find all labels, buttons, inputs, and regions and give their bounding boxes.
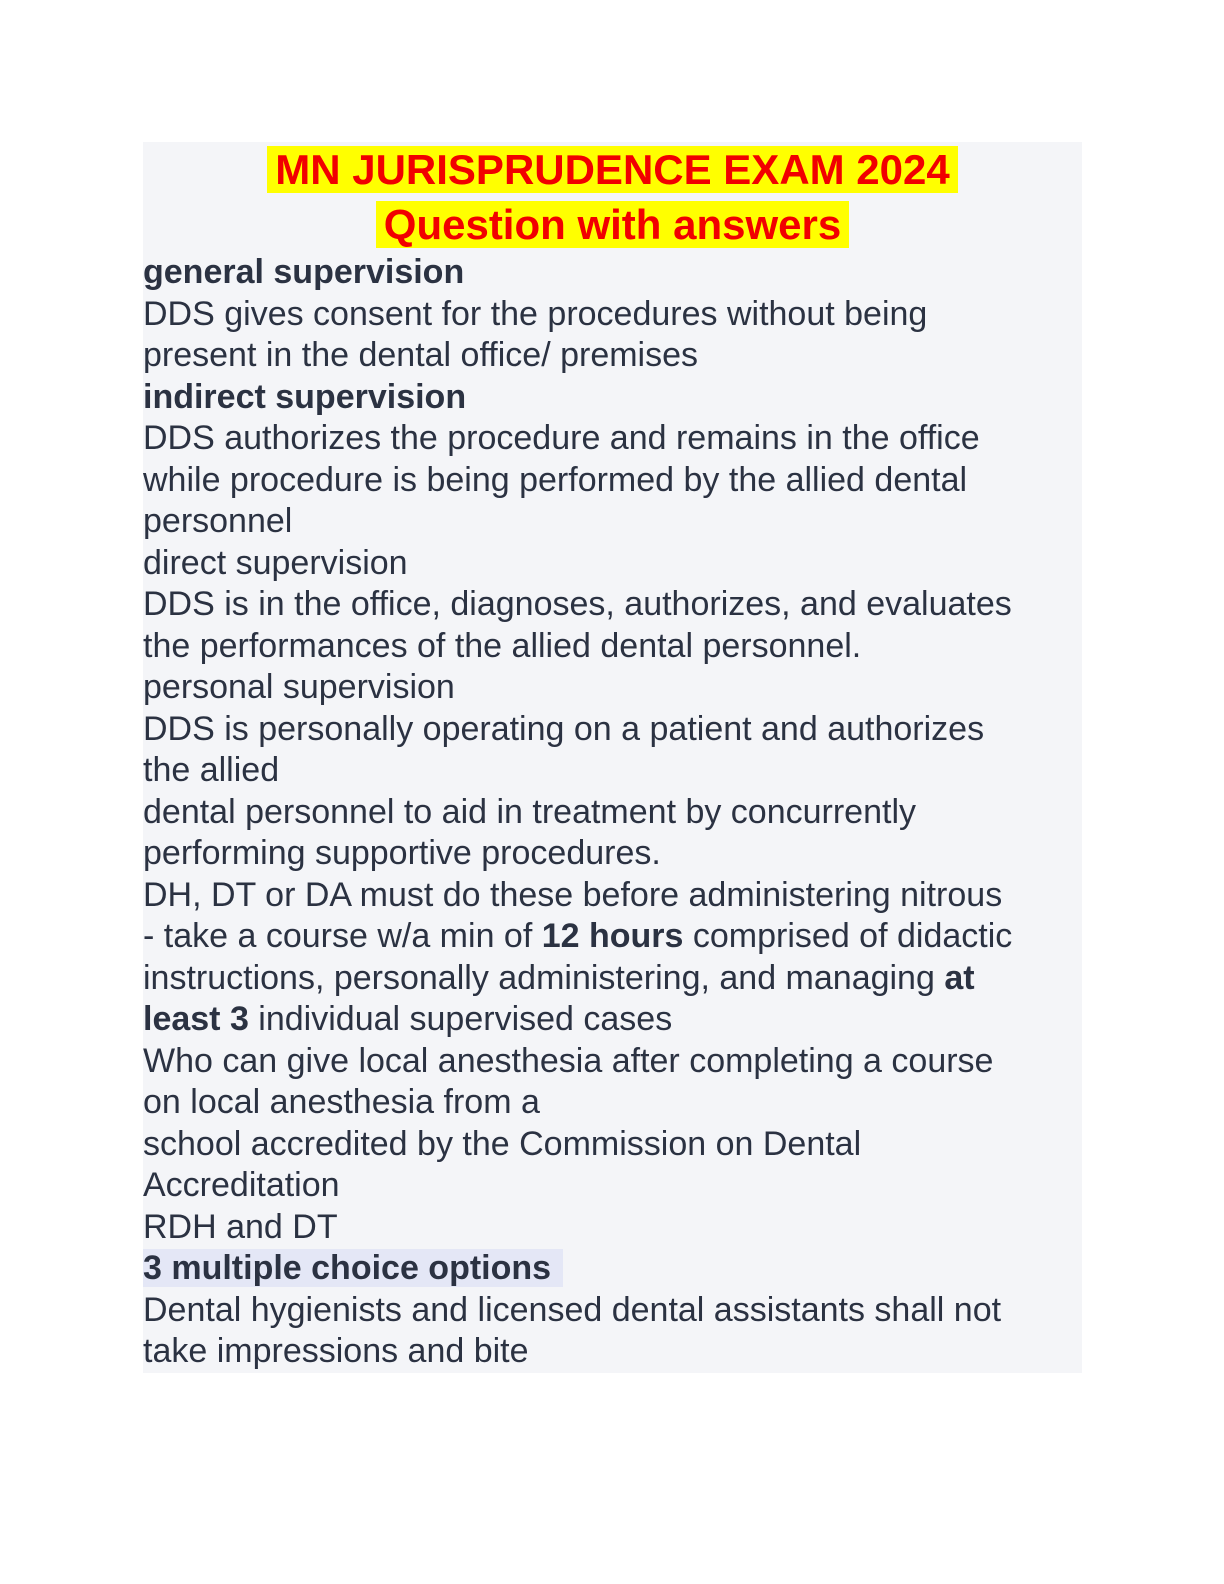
text-segment: comprised of didactic [683,917,1013,955]
text-segment: indirect supervision [143,377,467,416]
text-segment: on local anesthesia from a [143,1083,540,1121]
title-line-1 [143,142,1082,197]
text-segment: the allied [143,751,280,789]
text-line [143,1248,1082,1290]
text-line [143,667,1082,709]
text-segment: personal supervision [143,668,455,706]
text-line [143,875,1082,917]
text-line [143,1041,1082,1083]
text-segment: present in the dental office/ premises [143,336,699,374]
text-segment: general supervision [143,253,465,291]
text-segment: performing supportive procedures. [143,834,661,872]
document-body [143,252,1082,1373]
text-segment: school accredited by the Commission on Dental [143,1124,862,1163]
text-segment: the performances of the allied dental personnel. [143,626,862,665]
text-line [143,709,1082,751]
text-line [143,1207,1082,1249]
text-line [143,792,1082,834]
text-segment: DDS authorizes the procedure and remains in the office [143,419,980,457]
text-segment: DH, DT or DA must do these before administering nitrous [143,875,1003,914]
text-line [143,335,1082,377]
text-line [143,252,1082,294]
title-line-2 [143,197,1082,252]
text-segment: DDS gives consent for the procedures without being [143,294,928,333]
text-line [143,1290,1082,1332]
text-line [143,1331,1082,1373]
text-line [143,958,1082,1000]
text-line [143,1082,1082,1124]
text-segment: while procedure is being performed by the allied dental [143,460,968,499]
text-line [143,1165,1082,1207]
text-segment: Who can give local anesthesia after completing a course [143,1041,994,1080]
text-line [143,294,1082,336]
text-segment: dental personnel to aid in treatment by concurrently [143,792,917,831]
text-segment: - take a course w/a min of [143,917,542,955]
text-segment: instructions, personally administering, and managing [143,958,945,997]
text-line [143,543,1082,585]
text-line [143,501,1082,543]
document-content [143,142,1082,1373]
text-segment: Dental hygienists and licensed dental assistants shall not [143,1290,1002,1329]
text-line [143,833,1082,875]
text-segment: least 3 [143,1000,249,1038]
text-line [143,460,1082,502]
title-line-2-highlighted-text: Question with answers [376,201,849,248]
text-line [143,418,1082,460]
text-segment: at [944,958,975,997]
text-segment: take impressions and bite [143,1332,529,1370]
text-segment: individual supervised cases [248,1000,673,1038]
text-segment: direct supervision [143,543,408,582]
text-segment: RDH and DT [143,1207,338,1246]
title-line-1-highlighted-text: MN JURISPRUDENCE EXAM 2024 [267,146,958,193]
text-line [143,750,1082,792]
text-line [143,916,1082,958]
text-line [143,999,1082,1041]
text-segment: Accreditation [143,1166,340,1204]
document-title [143,142,1082,252]
text-line [143,626,1082,668]
text-segment: personnel [143,502,293,540]
text-line [143,1124,1082,1166]
highlighted-text-segment: 3 multiple choice options [143,1249,563,1287]
text-line [143,377,1082,419]
text-segment: DDS is in the office, diagnoses, authorizes, and evaluates [143,585,1012,623]
text-segment: DDS is personally operating on a patient and authorizes [143,709,985,748]
text-segment: 12 hours [541,917,684,955]
text-line [143,584,1082,626]
